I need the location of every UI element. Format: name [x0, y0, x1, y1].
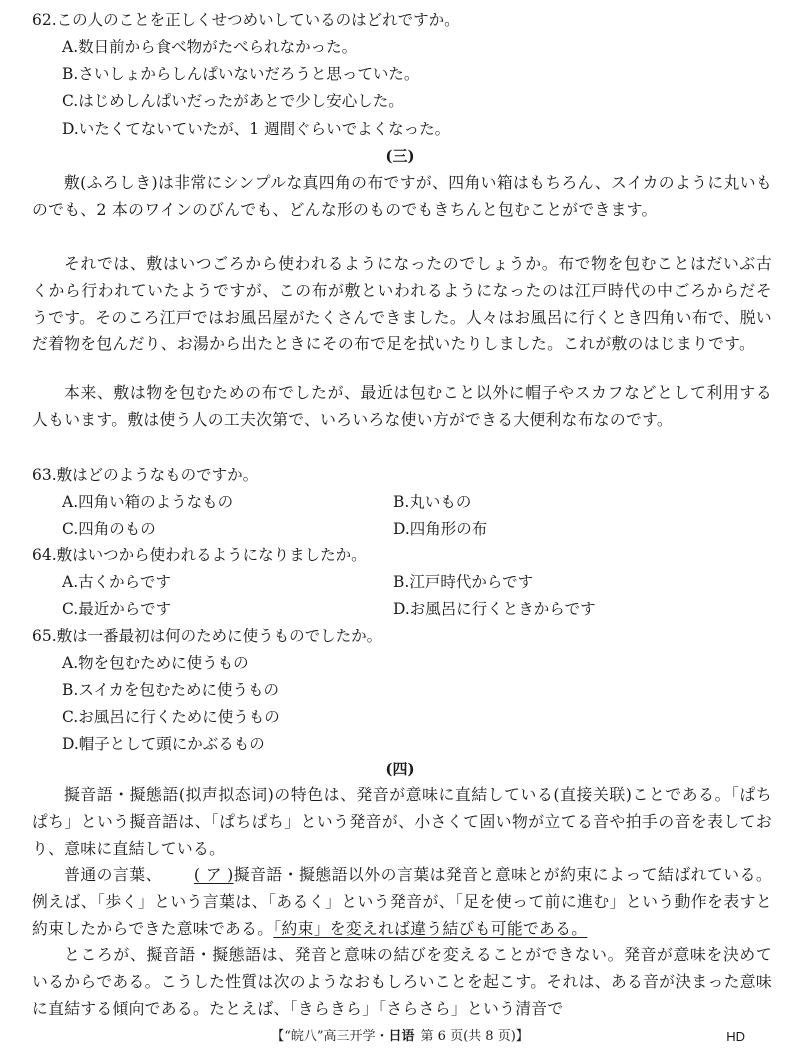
section-3-paragraph-3: 本来、敷は物を包むための布でしたが、最近は包むこと以外に帽子やスカフなどとして利用する人もいます。敷は使う人の工夫次第で、いろいろな使い方ができる大便利な布なのです。 — [32, 383, 772, 429]
section-3-heading: (三) — [385, 147, 415, 165]
underlined-sentence: 「約束」を変えれば違う結びも可能である。 — [273, 918, 588, 938]
q65-option-d: D.帽子として頭にかぶるもの — [62, 735, 265, 753]
q64-option-a: A.古くからです — [62, 573, 171, 591]
q62-option-b: B.さいしょからしんぱいないだろうと思っていた。 — [62, 65, 420, 83]
q63-option-c: C.四角のもの — [62, 520, 156, 538]
section-4-heading: (四) — [385, 760, 415, 778]
blank-a: ( ア ) — [193, 865, 234, 884]
question-62: 62.この人のことを正しくせつめいしているのはどれですか。 — [32, 11, 460, 29]
q63-option-b: B.丸いもの — [393, 493, 472, 511]
section-4-paragraph-3: ところが、擬音語・擬態語は、発音と意味の結びを変えることができない。発音が意味を決めているからである。こうした性質は次のようなおもしろいことを起こす。それは、ある音が決まった意味に直結する傾向である。たとえば、「きらきら」「さらさら」という清音で — [32, 945, 772, 1018]
q62-option-c: C.はじめしんぱいだったがあとで少し安心した。 — [62, 92, 404, 110]
q64-option-b: B.江戸時代からです — [393, 573, 534, 591]
q65-option-b: B.スイカを包むために使うもの — [62, 681, 280, 699]
page-footer — [0, 1028, 800, 1046]
section-3-paragraph-2: それでは、敷はいつごろから使われるようになったのでしょうか。布で物を包むことはだいぶ古くから行われていたようですが、この布が敷といわれるようになったのは江戸時代の中ごろからだそうです。そのころ江戸ではお風呂屋がたくさんできました。人々はお風呂に行くとき四角い布で、脱いだ着物を包んだり、お湯から出たときにその布で足を拭いたりしました。これが敷のはじまりです。 — [32, 254, 772, 354]
section-3-paragraph-1: 敷(ふろしき)は非常にシンプルな真四角の布ですが、四角い箱はもちろん、スイカのように丸いものでも、2 本のワインのびんでも、どんな形のものでもきちんと包むことができます。 — [32, 173, 772, 219]
q65-option-c: C.お風呂に行くために使うもの — [62, 708, 280, 726]
q64-option-c: C.最近からです — [62, 600, 172, 618]
footer-subject: 日语 — [388, 1029, 415, 1044]
footer-page-number: 第 6 页(共 8 页)】 — [420, 1029, 529, 1044]
section-4-paragraph-1: 擬音語・擬態語(拟声拟态词)の特色は、発音が意味に直結している(直接关联)ことである。「ぱちぱち」という擬音語は、「ぱちぱち」という発音が、小さくて固い物が立てる音や拍手の音を表しており、意味に直結している。 — [32, 785, 772, 858]
paragraph-2-body: 擬音語・擬態語以外の言葉は発音と意味とが約束によって結ばれている。例えば、「歩く」という言葉は、「あるく」という発音が、「足を使って前に進む」という動作を表すと約束したからできた意味である。 — [32, 865, 772, 938]
question-63: 63.敷はどのようなものですか。 — [32, 466, 259, 484]
footer-open: 【“皖八”高三开学・ — [271, 1029, 389, 1044]
footer-code: HD — [726, 1029, 745, 1044]
section-4-paragraph-2 — [32, 862, 772, 942]
question-64: 64.敷はいつから使われるようになりましたか。 — [32, 546, 367, 564]
question-65: 65.敷は一番最初は何のために使うものでしたか。 — [32, 627, 383, 645]
q65-option-a: A.物を包むために使うもの — [62, 654, 249, 672]
q64-option-d: D.お風呂に行くときからです — [393, 600, 596, 618]
q63-option-a: A.四角い箱のようなもの — [62, 493, 234, 511]
paragraph-2-lead: 普通の言葉、 — [64, 865, 162, 884]
q62-option-a: A.数日前から食べ物がたべられなかった。 — [62, 38, 358, 56]
q63-option-d: D.四角形の布 — [393, 520, 488, 538]
q62-option-d: D.いたくてないていたが、1 週間ぐらいでよくなった。 — [62, 120, 451, 138]
